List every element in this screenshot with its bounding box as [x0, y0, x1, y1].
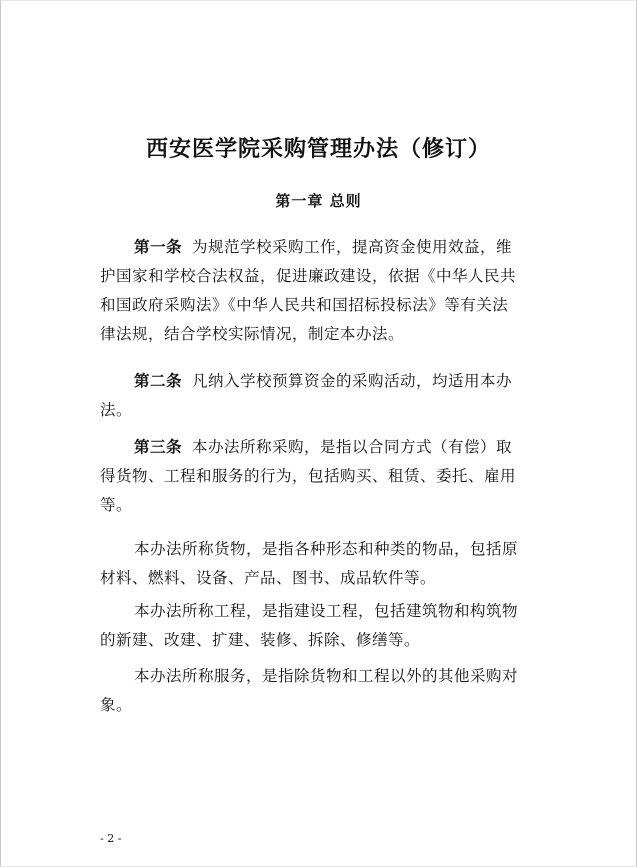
paragraph-goods — [100, 535, 540, 593]
article-1-label: 第一条 — [134, 238, 183, 256]
paragraph-works-line-1: 本办法所称工程，是指建设工程，包括建筑物和构筑物 — [134, 602, 519, 620]
paragraph-services-line-2: 象。 — [100, 696, 133, 714]
article-3-line-3: 等。 — [100, 496, 133, 514]
paragraph-services-line-1: 本办法所称服务，是指除货物和工程以外的其他采购对 — [134, 667, 519, 685]
article-3-line-2: 得货物、工程和服务的行为，包括购买、租赁、委托、雇用 — [100, 467, 517, 485]
article-2-line-1 — [100, 367, 540, 396]
article-1-line-1 — [100, 233, 540, 262]
article-3-line-1 — [100, 433, 540, 462]
page-number: - 2 - — [100, 832, 122, 845]
paragraph-works-line-2: 的新建、改建、扩建、装修、拆除、修缮等。 — [100, 631, 421, 649]
article-2-label: 第二条 — [134, 372, 183, 390]
article-1-line-3: 和国政府采购法》《中华人民共和国招标投标法》等有关法 — [100, 296, 509, 314]
paragraph-services — [100, 662, 540, 720]
article-2-line-2: 法。 — [100, 401, 133, 419]
article-1 — [100, 233, 540, 349]
article-3-text-1: 本办法所称采购，是指以合同方式（有偿）取 — [192, 438, 513, 456]
article-2-text-1: 凡纳入学校预算资金的采购活动，均适用本办 — [192, 372, 513, 390]
document-title: 西安医学院采购管理办法（修订） — [145, 137, 491, 162]
article-3 — [100, 433, 540, 520]
article-1-line-4: 律法规，结合学校实际情况，制定本办法。 — [100, 325, 405, 343]
paragraph-goods-line-2: 材料、燃料、设备、产品、图书、成品软件等。 — [100, 569, 437, 587]
paragraph-goods-line-1: 本办法所称货物，是指各种形态和种类的物品，包括原 — [134, 540, 519, 558]
article-1-text-1: 为规范学校采购工作，提高资金使用效益，维 — [192, 238, 513, 256]
article-3-label: 第三条 — [134, 438, 183, 456]
paragraph-works — [100, 597, 540, 655]
chapter-heading: 第一章 总则 — [275, 192, 362, 210]
article-2 — [100, 367, 540, 425]
article-1-line-2: 护国家和学校合法权益，促进廉政建设，依据《中华人民共 — [100, 267, 517, 285]
